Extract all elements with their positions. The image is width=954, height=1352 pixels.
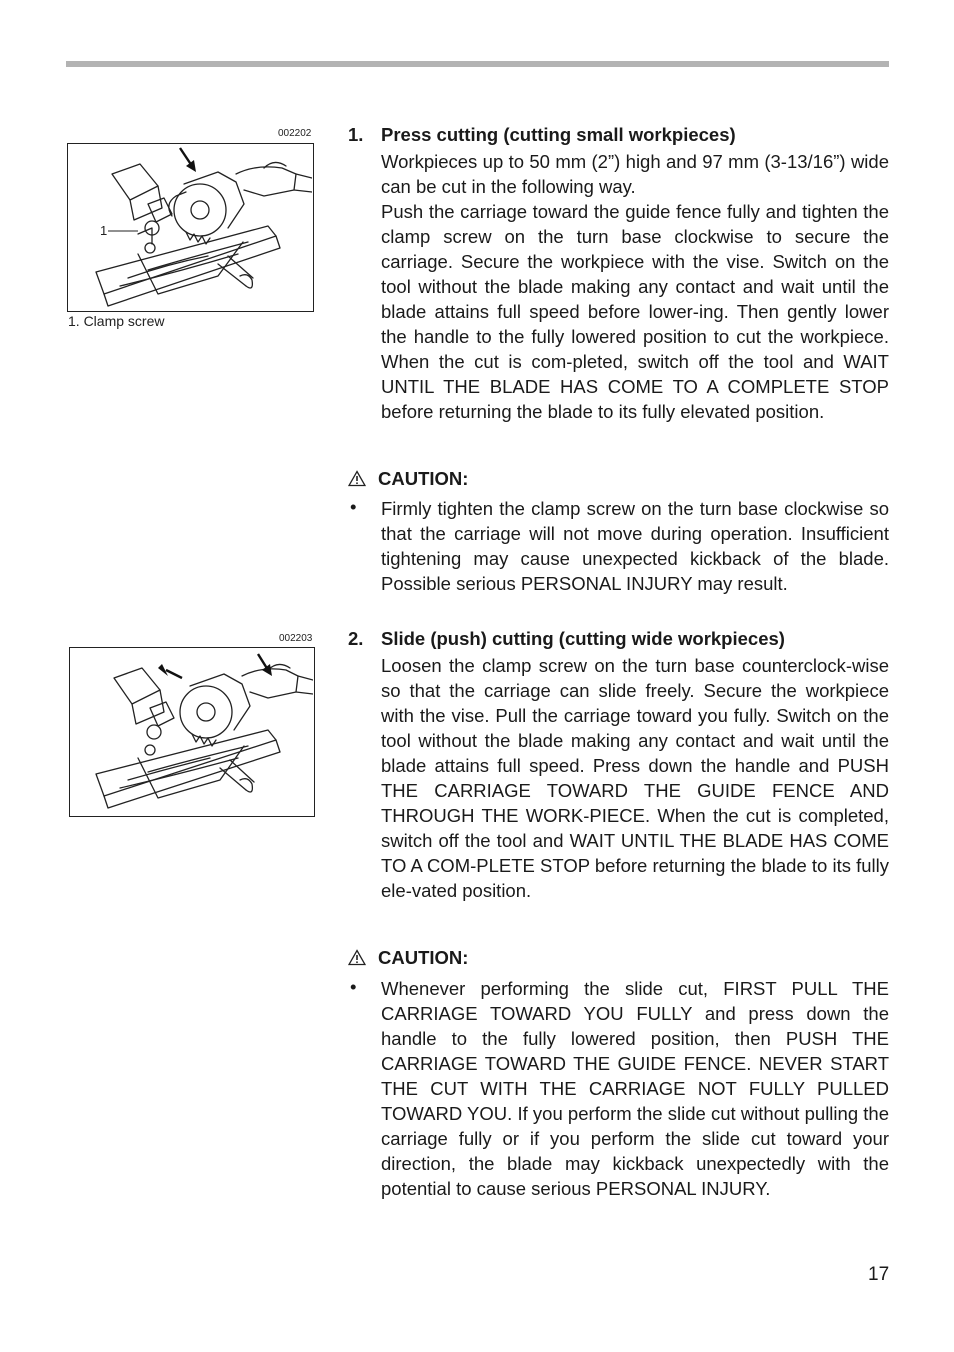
callout-number: 1 xyxy=(100,223,108,238)
caution-label: CAUTION: xyxy=(378,947,469,968)
section-title: Slide (push) cutting (cutting wide workpieces) xyxy=(381,628,785,649)
paragraph: Push the carriage toward the guide fence fully and tighten the clamp screw on the turn base clockwise to secure the carriage. Secure the workpiece with the vise. Switch on the tool without the blade making any contact and wait until the blade attains full speed before lower-ing. Then gently lower the handle to the fully lowered position to cut the workpiece. When the cut is com-pleted, switch off the tool and WAIT UNTIL THE BLADE HAS COME TO A COMPLETE STOP before returning the blade to its fully elevated position. xyxy=(381,201,889,422)
bullet: • xyxy=(350,976,357,997)
arrow-icon xyxy=(258,654,272,676)
figure-code: 002203 xyxy=(279,633,313,644)
page-number: 17 xyxy=(868,1264,890,1285)
bullet: • xyxy=(350,496,357,517)
caution-text: Firmly tighten the clamp screw on the turn base clockwise so that the carriage will not move during operation. Insufficient tightening may cause unexpected kickback of the blade. Possible serious PERSONAL INJURY may result. xyxy=(381,498,889,594)
caution-label: CAUTION: xyxy=(378,468,469,489)
caution-text: Whenever performing the slide cut, FIRST PULL THE CARRIAGE TOWARD YOU FULLY and press down the handle to the fully lowered position, then PUSH THE CARRIAGE TOWARD THE GUIDE FENCE. NEVER START THE CUT WITH THE CARRIAGE NOT FULLY PULLED TOWARD YOU. If you perform the slide cut without pulling the carriage fully or if you perform the slide cut toward your direction, the blade may kickback unexpectedly with the potential to cause serious PERSONAL INJURY. xyxy=(381,978,889,1199)
section-number: 1. xyxy=(348,124,364,145)
section-title: Press cutting (cutting small workpieces) xyxy=(381,124,736,145)
section-heading xyxy=(348,124,736,146)
section-number: 2. xyxy=(348,628,364,649)
caution-heading xyxy=(348,947,468,971)
figure-slide-cutting xyxy=(69,647,315,817)
caution-heading xyxy=(348,468,468,492)
miter-saw-illustration xyxy=(70,648,313,815)
warning-triangle-icon xyxy=(348,949,378,971)
arrow-icon xyxy=(158,664,182,678)
figure-code: 002202 xyxy=(278,128,312,139)
header-rule xyxy=(66,61,889,67)
section-heading xyxy=(348,628,785,650)
paragraph: Loosen the clamp screw on the turn base counterclock-wise so that the carriage can slide freely. Secure the workpiece with the vise. Pull the carriage toward you fully. Switch on the tool without the blade making any contact and wait until the blade attains full speed. Press down the handle and PUSH THE CARRIAGE TOWARD THE GUIDE FENCE AND THROUGH THE WORK-PIECE. When the cut is completed, switch off the tool and WAIT UNTIL THE BLADE HAS COME TO A COM-PLETE STOP before returning the blade to its fully ele-vated position. xyxy=(381,655,889,901)
warning-triangle-icon xyxy=(348,470,378,492)
figure-caption: 1. Clamp screw xyxy=(68,313,165,329)
paragraph: Workpieces up to 50 mm (2”) high and 97 mm (3-13/16”) wide can be cut in the following way. xyxy=(381,151,889,197)
arrow-icon xyxy=(180,148,196,172)
